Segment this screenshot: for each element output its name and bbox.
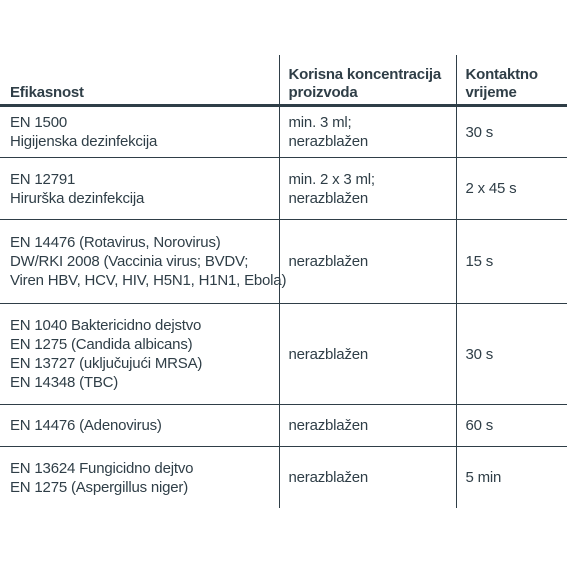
- header-row: [0, 55, 567, 106]
- cell-line: EN 14348 (TBC): [10, 374, 119, 391]
- cell-line: EN 13727 (uključujući MRSA): [10, 355, 203, 372]
- efikasnost-cell: [0, 158, 279, 220]
- table-header: [0, 55, 567, 106]
- cell-line: EN 1275 (Candida albicans): [10, 336, 193, 353]
- header-vrijeme: [456, 55, 567, 106]
- vrijeme-cell: [456, 405, 567, 447]
- cell-line: nerazblažen: [288, 253, 369, 270]
- vrijeme-cell: [456, 158, 567, 220]
- table-body: [0, 106, 567, 509]
- efficacy-table: [0, 55, 567, 508]
- cell-line: EN 13624 Fungicidno dejtvo: [10, 459, 194, 477]
- koncentracija-cell: [279, 405, 456, 447]
- cell-line: EN 1275 (Aspergillus niger): [10, 478, 189, 496]
- vrijeme-cell: [456, 447, 567, 509]
- efikasnost-cell: [0, 220, 287, 304]
- vrijeme-cell: [456, 220, 567, 304]
- cell-line: Higijenska dezinfekcija: [10, 133, 158, 150]
- cell-line: EN 12791: [10, 170, 76, 188]
- koncentracija-cell: [279, 106, 456, 158]
- cell-line: Hirurška dezinfekcija: [10, 189, 145, 207]
- table-row: [0, 158, 567, 220]
- cell-line: EN 1500: [10, 114, 67, 131]
- cell-line: EN 1040 Baktericidno dejstvo: [10, 317, 202, 334]
- header-efikasnost: [0, 55, 279, 106]
- cell-line: nerazblažen: [288, 469, 369, 486]
- cell-line: 60 s: [465, 417, 494, 434]
- cell-line: DW/RKI 2008 (Vaccinia virus; BVDV;: [10, 253, 249, 270]
- cell-line: min. 2 x 3 ml;: [288, 170, 375, 188]
- table-row: [0, 405, 567, 447]
- cell-line: nerazblažen: [288, 189, 369, 207]
- vrijeme-cell: [456, 304, 567, 405]
- efikasnost-cell: [0, 405, 279, 447]
- cell-line: EN 14476 (Adenovirus): [10, 417, 162, 434]
- cell-line: 15 s: [465, 253, 494, 270]
- cell-line: Viren HBV, HCV, HIV, H5N1, H1N1, Ebola): [10, 272, 287, 289]
- cell-line: nerazblažen: [288, 345, 369, 363]
- koncentracija-cell: [279, 304, 456, 405]
- header-line: vrijeme: [465, 84, 517, 101]
- cell-line: 5 min: [465, 469, 502, 486]
- table-row: [0, 220, 567, 304]
- header-line: Efikasnost: [10, 84, 84, 101]
- koncentracija-cell: [279, 158, 456, 220]
- cell-line: min. 3 ml;: [288, 114, 352, 131]
- table-row: [0, 447, 567, 509]
- cell-line: 30 s: [465, 345, 494, 363]
- efikasnost-cell: [0, 304, 279, 405]
- table-row: [0, 106, 567, 158]
- header-koncentracija: [279, 55, 456, 106]
- header-line: Kontaktno: [465, 66, 538, 83]
- header-line: proizvoda: [288, 84, 358, 101]
- efficacy-table-container: [0, 55, 567, 508]
- koncentracija-cell: [279, 220, 456, 304]
- efikasnost-cell: [0, 106, 279, 158]
- koncentracija-cell: [279, 447, 456, 509]
- cell-line: nerazblažen: [288, 417, 369, 434]
- table-row: [0, 304, 567, 405]
- cell-line: EN 14476 (Rotavirus, Norovirus): [10, 234, 221, 251]
- cell-line: nerazblažen: [288, 133, 369, 150]
- vrijeme-cell: [456, 106, 567, 158]
- cell-line: 30 s: [465, 123, 494, 141]
- efikasnost-cell: [0, 447, 279, 509]
- header-line: Korisna koncentracija: [288, 66, 442, 83]
- cell-line: 2 x 45 s: [465, 180, 517, 197]
